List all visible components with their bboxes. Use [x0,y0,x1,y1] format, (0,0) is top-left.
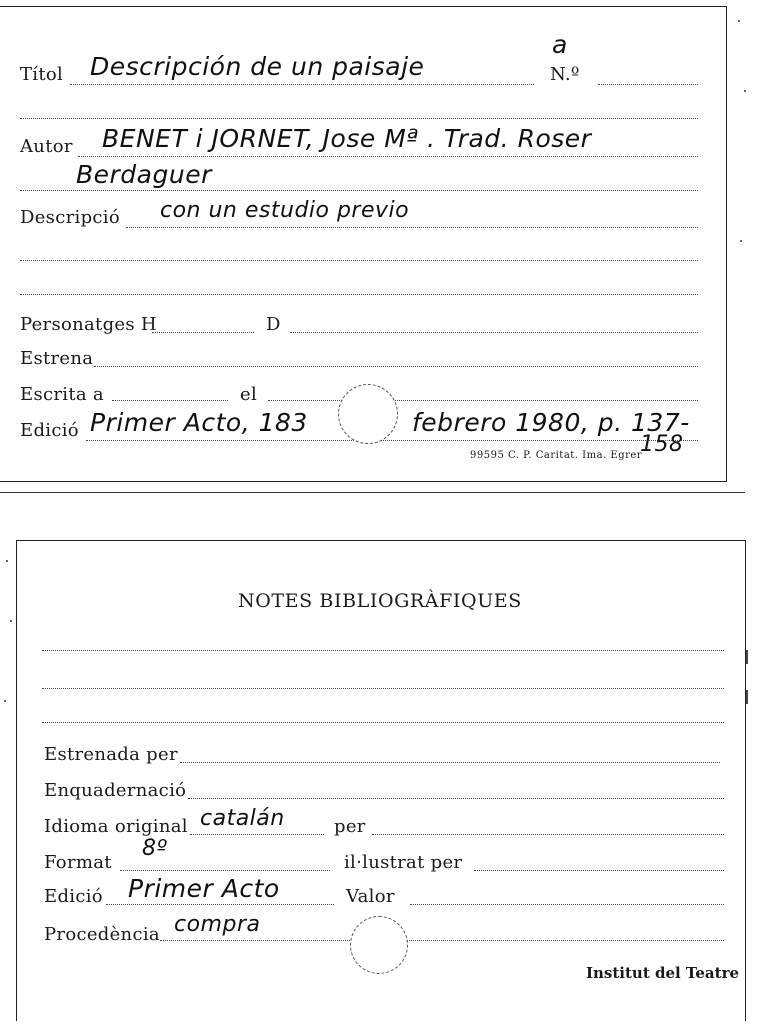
autor-line [78,156,698,157]
edicio-value-right: febrero 1980, p. 137- [412,408,690,437]
scan-speck [4,700,6,702]
edicio-value-left: Primer Acto, 183 [90,408,308,437]
personatges-d-line [290,332,698,333]
notes-line-2 [42,688,724,689]
valor-line [410,904,724,905]
punch-hole-bottom [350,916,408,974]
ilustrat-label: il·lustrat per [344,852,463,873]
blank-line-1 [20,118,698,119]
scan-speck [740,240,742,242]
notes-line-1 [42,650,724,651]
descripcio-line [126,227,698,228]
escrita-line [112,400,228,401]
notes-heading: NOTES BIBLIOGRÀFIQUES [238,590,522,612]
idioma-per-line [372,834,724,835]
edicio-pages-end: 158 [640,432,684,457]
notes-line-3 [42,722,724,723]
enquadernacio-line [188,798,724,799]
number-value: a [552,30,568,59]
enquadernacio-label: Enquadernació [44,780,187,801]
valor-label: Valor [346,886,395,907]
descripcio-value: con un estudio previo [160,198,410,223]
escrita-label: Escrita a [20,384,104,405]
scan-speck [10,620,12,622]
edicio-line [86,440,698,441]
autor-value-line1: BENET i JORNET, Jose Mª . Trad. Roser [102,124,592,153]
printer-imprint: 99595 C. P. Caritat. Ima. Egrer [470,450,643,461]
scan-speck [738,20,740,22]
personatges-d-label: D [266,314,281,335]
procedencia-value: compra [174,912,261,937]
estrena-label: Estrena [20,348,94,369]
escrita-el-label: el [240,384,258,405]
idioma-line [190,834,324,835]
personatges-label: Personatges H [20,314,157,335]
titol-label: Títol [20,64,64,85]
estrena-line [94,366,698,367]
format-label: Format [44,852,112,873]
procedencia-label: Procedència [44,924,160,945]
format-value: 8º [142,836,168,861]
autor-value-line2: Berdaguer [76,160,212,189]
scan-speck [6,560,8,562]
institution-footer: Institut del Teatre [586,964,740,982]
estrenada-label: Estrenada per [44,744,178,765]
punch-hole-top [338,384,398,444]
estrenada-line [180,762,720,763]
edicio-label: Edició [20,420,79,441]
number-line [598,84,698,85]
blank-line-3 [20,294,698,295]
card-edge-line [0,492,745,493]
scan-speck [744,90,746,92]
autor-label: Autor [20,136,73,157]
format-line [120,870,330,871]
ilustrat-line [474,870,724,871]
number-label: N.º [550,64,580,85]
margin-tick [746,650,748,664]
titol-line [70,84,534,85]
edicio-bottom-line [106,904,334,905]
escrita-el-line [268,400,698,401]
personatges-h-line [152,332,254,333]
idioma-label: Idioma original [44,816,188,837]
descripcio-label: Descripció [20,207,120,228]
autor-line-2 [20,190,698,191]
blank-line-2 [20,260,698,261]
edicio-bottom-value: Primer Acto [128,874,280,903]
procedencia-line [160,940,724,941]
idioma-per-label: per [334,816,366,837]
margin-tick [746,690,748,704]
idioma-value: catalán [200,806,285,831]
edicio-bottom-label: Edició [44,886,103,907]
titol-value: Descripción de un paisaje [90,52,425,81]
